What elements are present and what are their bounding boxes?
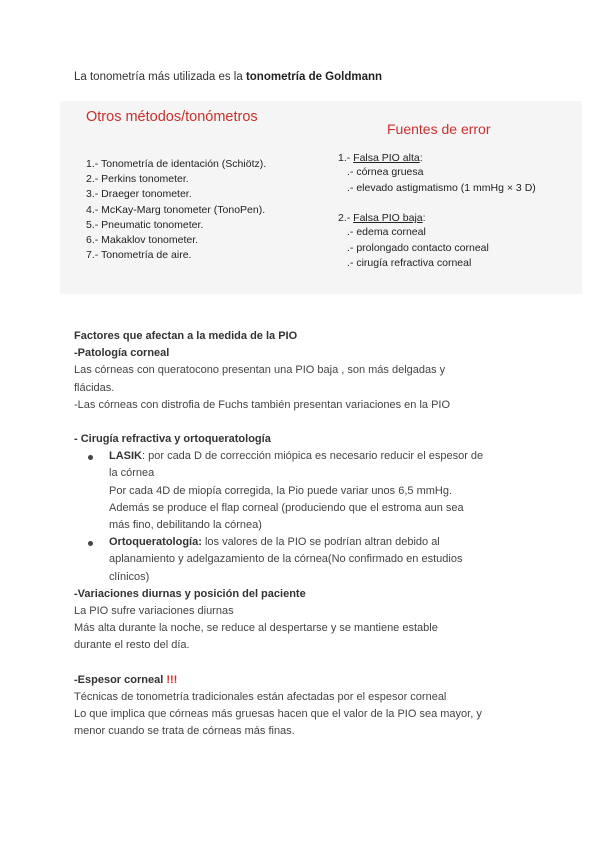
lasik-line: Además se produce el flap corneal (produciendo que el estroma aun sea	[109, 501, 464, 514]
lasik-line: más fino, debilitando la córnea)	[109, 519, 262, 532]
method-item: 7.- Tonometría de aire.	[86, 249, 192, 262]
intro-prefix: La tonometría más utilizada es la	[74, 71, 246, 83]
ortho-line: aplanamiento y adelgazamiento de la córnea(No confirmado en estudios	[109, 553, 463, 566]
false-low-item: .- edema corneal	[347, 226, 426, 238]
methods-title: Otros métodos/tonómetros	[86, 109, 258, 125]
lasik-line: la córnea	[109, 467, 155, 480]
ortho-bullet	[109, 534, 544, 586]
lasik-line: : por cada D de corrección miópica es necesario reducir el espesor de	[142, 450, 484, 463]
main-text	[74, 328, 544, 740]
false-high-heading	[338, 151, 536, 165]
surgery-heading: - Cirugía refractiva y ortoqueratología	[74, 433, 271, 446]
ortho-line: los valores de la PIO se podrían altran debido al	[201, 536, 440, 549]
method-item: 6.- Makaklov tonometer.	[86, 234, 199, 247]
false-high-item: .- elevado astigmatismo (1 mmHg × 3 D)	[347, 181, 536, 194]
method-item: 3.- Draeger tonometer.	[86, 188, 192, 201]
false-high-suffix: :	[419, 152, 423, 164]
intro-line	[74, 71, 382, 83]
ortho-label: Ortoqueratología:	[109, 536, 202, 549]
bullet-dot-icon	[88, 455, 93, 460]
lasik-line: Por cada 4D de miopía corregida, la Pio puede variar unos 6,5 mmHg.	[109, 484, 453, 497]
diurnal-heading: -Variaciones diurnas y posición del paciente	[74, 587, 306, 600]
method-item: 1.- Tonometría de identación (Schiötz).	[86, 158, 267, 170]
false-low-item: .- cirugía refractiva corneal	[347, 257, 472, 269]
thickness-line: menor cuando se trata de córneas más finas.	[74, 725, 295, 738]
false-low-block	[338, 211, 489, 272]
thickness-mark: !!!	[166, 673, 178, 686]
surgery-bullets	[74, 448, 544, 586]
false-high-label: Falsa PIO alta	[353, 152, 420, 164]
false-low-number: 2.-	[338, 212, 354, 224]
diurnal-line: Más alta durante la noche, se reduce al despertarse y se mantiene estable	[74, 622, 438, 635]
method-item: 2.- Perkins tonometer.	[86, 173, 189, 186]
thickness-heading	[74, 672, 544, 689]
pathology-heading: -Patología corneal	[74, 347, 170, 360]
method-item: 4.- McKay-Marg tonometer (TonoPen).	[86, 203, 266, 216]
false-low-label: Falsa PIO baja	[353, 212, 423, 224]
false-high-block	[338, 151, 536, 196]
ortho-line: clínicos)	[109, 570, 150, 583]
methods-list	[86, 157, 266, 263]
false-low-suffix: :	[422, 212, 426, 224]
bullet-dot-icon	[88, 541, 93, 546]
diurnal-line: La PIO sufre variaciones diurnas	[74, 605, 234, 618]
false-high-item: .- córnea gruesa	[347, 166, 424, 178]
thickness-line: Lo que implica que córneas más gruesas hacen que el valor de la PIO sea mayor, y	[74, 708, 482, 721]
thickness-title: -Espesor corneal	[74, 673, 167, 686]
lasik-bullet	[109, 448, 544, 534]
false-low-heading	[338, 211, 489, 225]
pathology-line: flácidas.	[74, 381, 115, 394]
factors-heading: Factores que afectan a la medida de la PIO	[74, 330, 298, 342]
pathology-line: -Las córneas con distrofia de Fuchs también presentan variaciones en la PIO	[74, 398, 451, 411]
diurnal-line: durante el resto del día.	[74, 639, 190, 652]
error-sources-title: Fuentes de error	[387, 121, 491, 137]
thickness-line: Técnicas de tonometría tradicionales están afectadas por el espesor corneal	[74, 690, 447, 703]
tonometers-figure	[60, 101, 582, 294]
lasik-label: LASIK	[109, 450, 142, 463]
false-low-item: .- prolongado contacto corneal	[347, 241, 489, 254]
false-high-number: 1.-	[338, 152, 354, 164]
intro-bold: tonometría de Goldmann	[245, 71, 383, 83]
pathology-line: Las córneas con queratocono presentan una PIO baja , son más delgadas y	[74, 364, 446, 377]
method-item: 5.- Pneumatic tonometer.	[86, 218, 204, 231]
